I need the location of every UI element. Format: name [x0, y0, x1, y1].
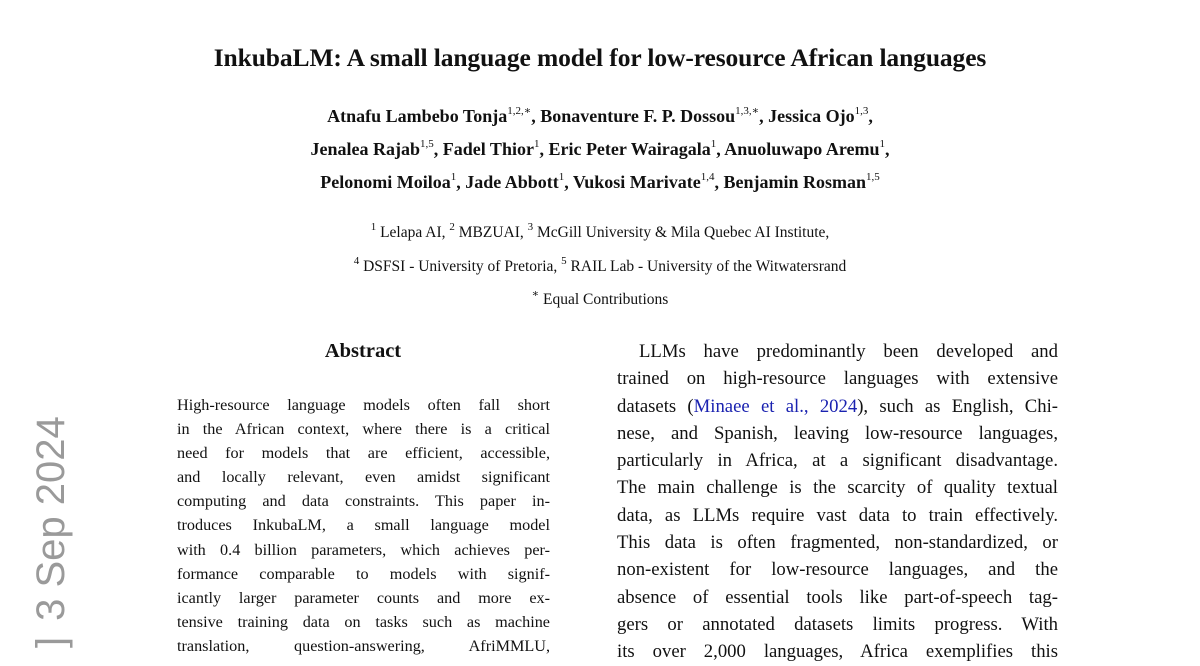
- intro-line: its over 2,000 languages, Africa exemplifies this: [617, 641, 1058, 663]
- author-separator: ,: [716, 139, 725, 159]
- abstract-line: troduces InkubaLM, a small language model: [177, 516, 550, 535]
- author-name: Pelonomi Moiloa: [320, 172, 451, 192]
- author-separator: ,: [456, 172, 466, 192]
- affil-sup: 1: [370, 221, 377, 233]
- author-affil-sup: 1,2,∗: [507, 105, 532, 117]
- author-affil-sup: 1: [710, 138, 717, 150]
- citation-link[interactable]: Minaee et al., 2024: [693, 395, 858, 417]
- affiliation: Lelapa AI,: [376, 224, 450, 242]
- intro-line: [617, 393, 1058, 420]
- abstract-body: [177, 393, 550, 658]
- affiliation-line: [0, 248, 1200, 282]
- affil-sup: 5: [561, 254, 567, 267]
- abstract-line: translation, question-answering, AfriMMLU,: [177, 636, 550, 655]
- author-name: Vukosi Marivate: [572, 172, 701, 192]
- author-affil-sup: 1: [879, 138, 885, 150]
- affil-sup: 2: [449, 221, 455, 233]
- author-name: Fadel Thior: [442, 139, 534, 159]
- intro-text: datasets (: [617, 395, 694, 417]
- arxiv-side-stamp: [30, 416, 72, 648]
- abstract-line: formance comparable to models with signif-: [177, 564, 550, 583]
- equal-contribution-note: [0, 281, 1200, 315]
- affiliation: McGill University & Mila Quebec AI Institute,: [533, 224, 830, 242]
- author-affil-sup: 1,3,∗: [735, 105, 760, 117]
- intro-line: gers or annotated datasets limits progress. With: [617, 613, 1058, 635]
- intro-text: ), such as English, Chi-: [857, 395, 1058, 417]
- author-name: Jenalea Rajab: [310, 139, 421, 159]
- intro-line: trained on high-resource languages with extensive: [617, 368, 1058, 390]
- author-separator: ,: [433, 139, 443, 159]
- abstract-line: and locally relevant, even amidst significant: [177, 468, 550, 487]
- intro-line: absence of essential tools like part-of-speech tag-: [617, 586, 1058, 608]
- abstract-heading: Abstract: [324, 340, 402, 362]
- affiliation: MBZUAI,: [454, 224, 528, 242]
- author-separator: ,: [564, 172, 573, 192]
- author-affil-sup: 1: [558, 171, 565, 183]
- abstract-line: with 0.4 billion parameters, which achieves per-: [177, 540, 550, 559]
- author-separator: ,: [868, 106, 873, 126]
- intro-line: data, as LLMs require vast data to train effectively.: [617, 504, 1058, 526]
- intro-line: LLMs have predominantly been developed and: [639, 341, 1058, 362]
- intro-line: This data is often fragmented, non-standardized, or: [617, 532, 1058, 554]
- author-affil-sup: 1: [533, 138, 540, 150]
- author-separator: ,: [539, 139, 549, 159]
- paper-title: InkubaLM: A small language model for low-resource African languages: [213, 43, 987, 72]
- affiliation-line: [0, 214, 1200, 248]
- equal-contribution-text: Equal Contributions: [539, 291, 669, 309]
- abstract-line: High-resource language models often fall short: [177, 396, 550, 414]
- author-separator: ,: [884, 139, 890, 159]
- author-name: Jessica Ojo: [768, 106, 855, 126]
- author-name: Benjamin Rosman: [723, 172, 867, 192]
- intro-line: The main challenge is the scarcity of quality textual: [617, 477, 1058, 499]
- introduction-column: [617, 338, 1058, 666]
- abstract-line: icantly larger parameter counts and more ex-: [177, 588, 550, 607]
- abstract-line: computing and data constraints. This paper in-: [177, 492, 550, 511]
- author-name: Eric Peter Wairagala: [548, 139, 711, 159]
- affiliation-list: [0, 214, 1200, 315]
- abstract-line: need for models that are efficient, accessible,: [177, 444, 550, 463]
- affil-sup: 3: [527, 221, 534, 233]
- abstract-line: tensive training data on tasks such as machine: [177, 612, 550, 631]
- arxiv-bracket: ]: [29, 636, 73, 648]
- intro-line: non-existent for low-resource languages, and the: [617, 559, 1058, 581]
- intro-line: particularly in Africa, at a significant disadvantage.: [617, 450, 1058, 472]
- author-name: Anuoluwapo Aremu: [724, 139, 880, 159]
- arxiv-date: 3 Sep 2024: [29, 416, 73, 621]
- author-separator: ,: [759, 106, 769, 126]
- author-affil-sup: 1,5: [866, 171, 880, 183]
- author-affil-sup: 1,5: [420, 138, 434, 150]
- author-separator: ,: [531, 106, 541, 126]
- affiliation: RAIL Lab - University of the Witwatersrand: [566, 257, 847, 275]
- author-list: [0, 98, 1200, 197]
- affil-sup: ∗: [531, 288, 540, 301]
- author-name: Jade Abbott: [465, 172, 559, 192]
- intro-line: nese, and Spanish, leaving low-resource languages,: [617, 422, 1058, 444]
- abstract-line: in the African context, where there is a critical: [177, 420, 550, 439]
- author-name: Atnafu Lambebo Tonja: [327, 106, 508, 126]
- affiliation: DSFSI - University of Pretoria,: [359, 257, 562, 275]
- author-name: Bonaventure F. P. Dossou: [540, 106, 736, 126]
- affil-sup: 4: [353, 254, 360, 267]
- author-affil-sup: 1: [450, 171, 457, 183]
- author-separator: ,: [714, 172, 724, 192]
- author-affil-sup: 1,4: [700, 171, 715, 183]
- author-affil-sup: 1,3: [854, 105, 869, 117]
